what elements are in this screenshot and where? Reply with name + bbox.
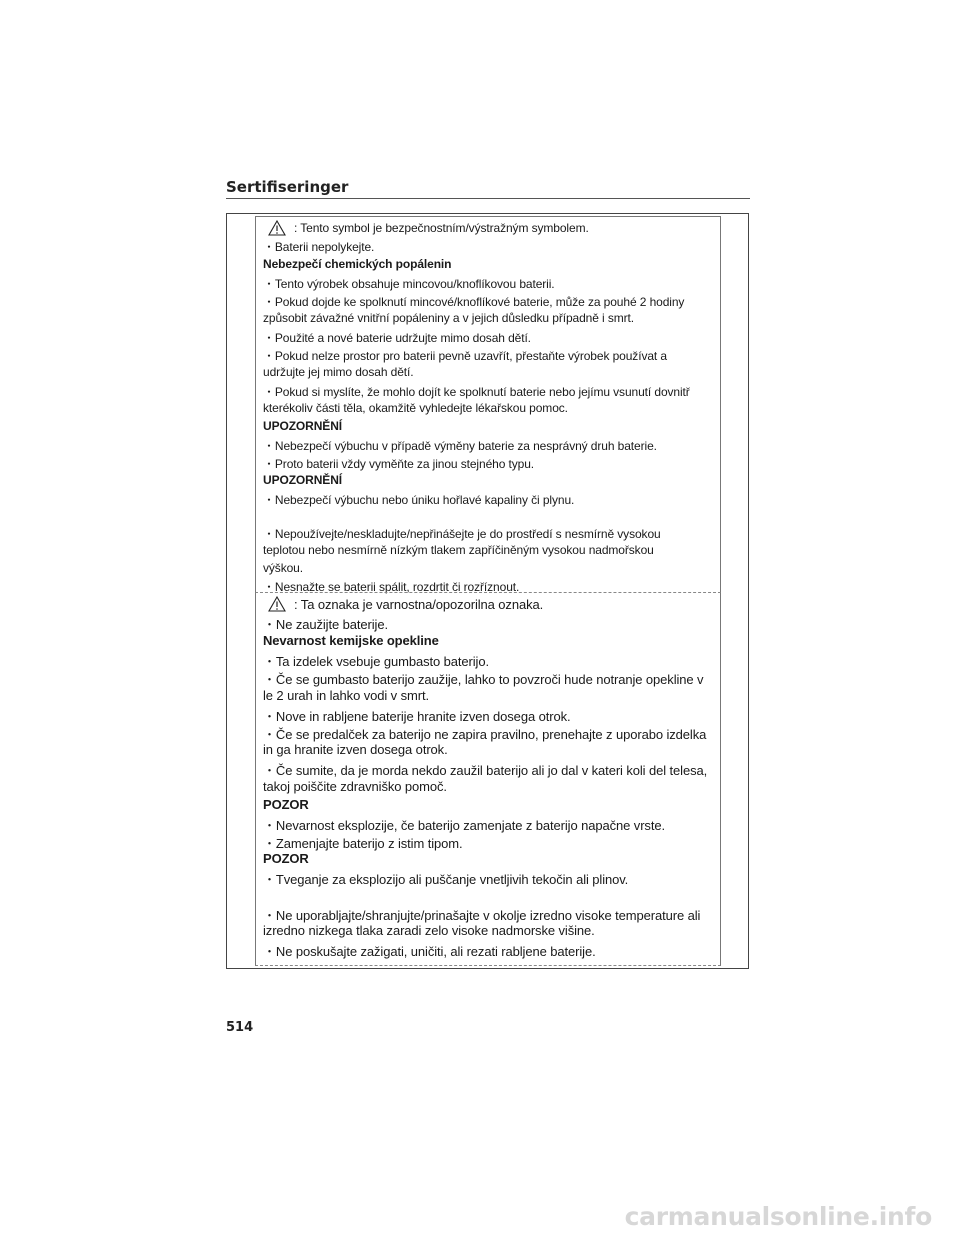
page-number: 514 [226, 1020, 254, 1035]
czech-line-10: kterékoliv části těla, okamžitě vyhledejte lékařskou pomoc. [263, 401, 568, 415]
section-title: Sertifiseringer [226, 178, 349, 196]
slovene-line-4: ・Če se gumbasto baterijo zaužije, lahko to povzroči hude notranje opekline v [263, 672, 704, 687]
czech-line-4: ・Pokud dojde ke spolknutí mincové/knoflíkové baterie, může za pouhé 2 hodiny [263, 295, 685, 309]
slovene-line-17: ・Ne uporabljajte/shranjujte/prinašajte v okolje izredno visoke temperature ali [263, 908, 701, 923]
czech-line-1: ・Baterii nepolykejte. [263, 240, 375, 254]
czech-line-19: výškou. [263, 561, 303, 575]
czech-heading-caution-1: UPOZORNĚNÍ [263, 419, 343, 433]
czech-line-15: ・Nebezpečí výbuchu nebo úniku hořlavé kapaliny či plynu. [263, 493, 575, 507]
slovene-heading-chemical-burn: Nevarnost kemijske opekline [263, 633, 439, 648]
slovene-line-15: ・Tveganje za eksplozijo ali puščanje vnetljivih tekočin ali plinov. [263, 872, 629, 887]
slovene-line-19: ・Ne poskušajte zažigati, uničiti, ali rezati rabljene baterije. [263, 944, 596, 959]
czech-line-18: teplotou nebo nesmírně nízkým tlakem zapříčiněným vysokou nadmořskou [263, 543, 654, 557]
czech-line-5: způsobit závažné vnitřní popáleniny a v jejich důsledku případně i smrt. [263, 311, 635, 325]
slovene-line-10: takoj poiščite zdravniško pomoč. [263, 779, 447, 794]
slovene-line-5: le 2 urah in lahko vodi v smrt. [263, 688, 429, 703]
slovene-line-12: ・Nevarnost eksplozije, če baterijo zamenjate z baterijo napačne vrste. [263, 818, 665, 833]
czech-line-8: udržujte jej mimo dosah dětí. [263, 365, 414, 379]
czech-heading-chemical-burn: Nebezpečí chemických popálenin [263, 257, 452, 271]
slovene-line-7: ・Če se predalček za baterijo ne zapira pravilno, prenehajte z uporabo izdelka [263, 727, 707, 742]
slovene-symbol-note [263, 596, 543, 612]
slovene-heading-caution-2: POZOR [263, 851, 309, 866]
slovene-line-6: ・Nove in rabljene baterije hranite izven dosega otrok. [263, 709, 571, 724]
slovene-line-9: ・Če sumite, da je morda nekdo zaužil baterijo ali jo dal v kateri koli del telesa, [263, 763, 708, 778]
warning-triangle-icon [268, 220, 286, 236]
slovene-line-3: ・Ta izdelek vsebuje gumbasto baterijo. [263, 654, 489, 669]
slovene-line-13: ・Zamenjajte baterijo z istim tipom. [263, 836, 463, 851]
title-divider [226, 198, 750, 199]
czech-symbol-text: : Tento symbol je bezpečnostním/výstražným symbolem. [294, 221, 589, 235]
czech-line-6: ・Použité a nové baterie udržujte mimo dosah dětí. [263, 331, 531, 345]
slovene-warning-box [255, 592, 721, 966]
czech-line-12: ・Nebezpečí výbuchu v případě výměny baterie za nesprávný druh baterie. [263, 439, 657, 453]
czech-symbol-note [263, 220, 589, 236]
slovene-line-1: ・Ne zaužijte baterije. [263, 617, 388, 632]
slovene-line-8: in ga hranite izven dosega otrok. [263, 742, 448, 757]
czech-line-9: ・Pokud si myslíte, že mohlo dojít ke spolknutí baterie nebo jejímu vsunutí dovnitř [263, 385, 690, 399]
czech-line-7: ・Pokud nelze prostor pro baterii pevně uzavřít, přestaňte výrobek používat a [263, 349, 667, 363]
czech-line-20: ・Nesnažte se baterii spálit, rozdrtit či rozříznout. [263, 580, 520, 594]
czech-line-3: ・Tento výrobek obsahuje mincovou/knoflíkovou baterii. [263, 277, 555, 291]
slovene-line-18: izredno nizkega tlaka zaradi zelo visoke nadmorske višine. [263, 923, 595, 938]
czech-warning-box [255, 216, 721, 592]
watermark: carmanualsonline.info [624, 1202, 932, 1231]
czech-heading-caution-2: UPOZORNĚNÍ [263, 473, 343, 487]
slovene-symbol-text: : Ta oznaka je varnostna/opozorilna oznaka. [294, 596, 544, 612]
czech-line-17: ・Nepoužívejte/neskladujte/nepřinášejte je do prostředí s nesmírně vysokou [263, 527, 661, 541]
warning-triangle-icon [268, 596, 286, 612]
czech-line-13: ・Proto baterii vždy vyměňte za jinou stejného typu. [263, 457, 535, 471]
slovene-heading-caution-1: POZOR [263, 797, 309, 812]
